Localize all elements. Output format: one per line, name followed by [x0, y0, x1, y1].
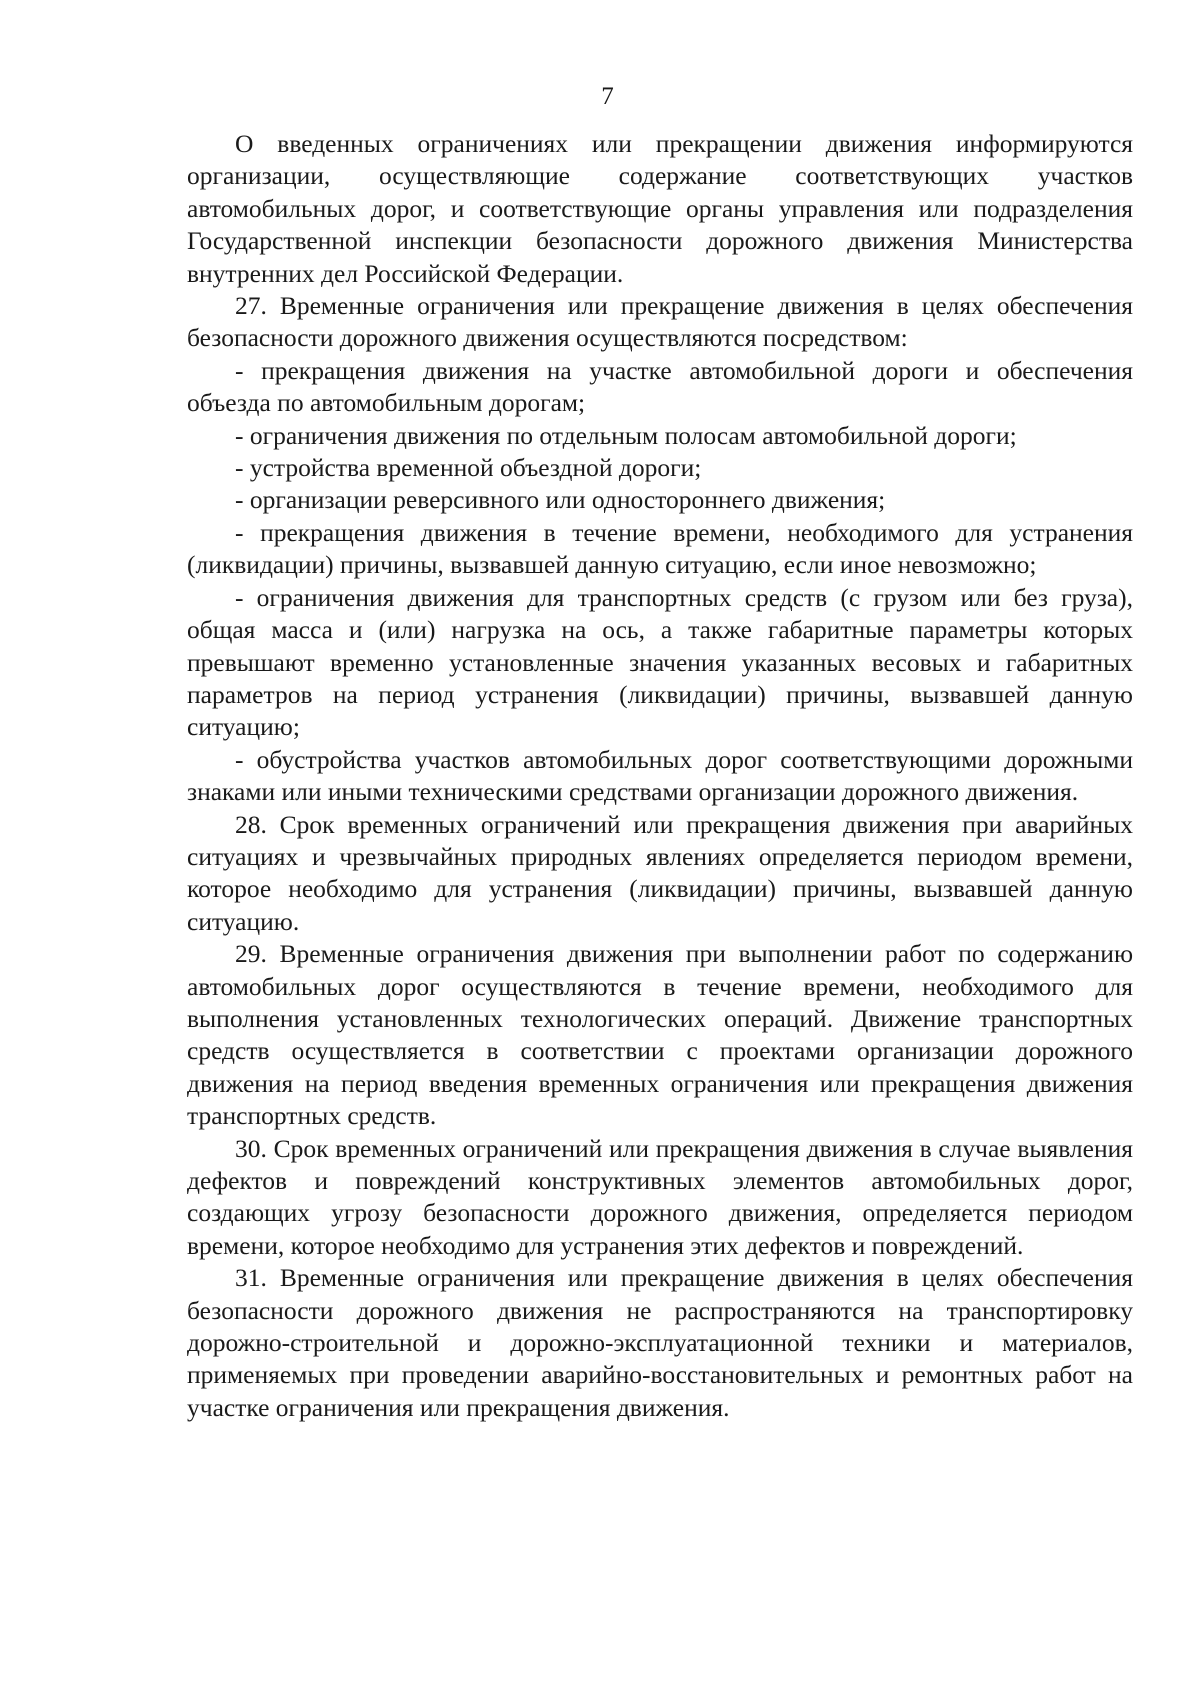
list-item: - прекращения движения на участке автомобильной дороги и обеспечения объезда по автомобильным дорогам;	[187, 355, 1133, 418]
document-body	[187, 128, 1133, 1424]
paragraph-notification: О введенных ограничениях или прекращении движения информируются организации, осуществляющие содержание соответствующих участков автомобильных дорог, и соответствующие органы управления или подразделения Государственной инспекции безопасности дорожного движения Министерства внутренних дел Российской Федерации.	[187, 129, 1133, 288]
list-item: - организации реверсивного или одностороннего движения;	[235, 485, 886, 515]
paragraph-27: 27. Временные ограничения или прекращение движения в целях обеспечения безопасности дорожного движения осуществляются посредством:	[187, 291, 1133, 353]
list-item: - ограничения движения по отдельным полосам автомобильной дороги;	[235, 420, 1017, 450]
paragraph-29: 29. Временные ограничения движения при выполнении работ по содержанию автомобильных дорог осуществляются в течение времени, необходимого для выполнения установленных технологических операций. Движение транспортных средств осуществляется в соответствии с проектами организации дорожного движения на период введения временных ограничения или прекращения движения транспортных средств.	[187, 939, 1133, 1131]
list-item: - обустройства участков автомобильных дорог соответствующими дорожными знаками или иными техническими средствами организации дорожного движения.	[187, 744, 1133, 807]
list-item: - ограничения движения для транспортных средств (с грузом или без груза), общая масса и (или) нагрузка на ось, а также габаритные параметры которых превышают временно установленные значения указанных весовых и габаритных параметров на период устранения (ликвидации) причины, вызвавшей данную ситуацию;	[187, 582, 1133, 742]
list-item: - устройства временной объездной дороги;	[235, 453, 702, 483]
list-item: - прекращения движения в течение времени, необходимого для устранения (ликвидации) причины, вызвавшей данную ситуацию, если иное невозможно;	[187, 517, 1133, 580]
paragraph-28: 28. Срок временных ограничений или прекращения движения при аварийных ситуациях и чрезвычайных природных явлениях определяется периодом времени, которое необходимо для устранения (ликвидации) причины, вызвавшей данную ситуацию.	[187, 809, 1133, 936]
page-number: 7	[601, 83, 614, 110]
paragraph-31: 31. Временные ограничения или прекращение движения в целях обеспечения безопасности дорожного движения не распространяются на транспортировку дорожно-строительной и дорожно-эксплуатационной техники и материалов, применяемых при проведении аварийно-восстановительных и ремонтных работ на участке ограничения или прекращения движения.	[187, 1263, 1133, 1422]
paragraph-30: 30. Срок временных ограничений или прекращения движения в случае выявления дефектов и повреждений конструктивных элементов автомобильных дорог, создающих угрозу безопасности дорожного движения, определяется периодом времени, которое необходимо для устранения этих дефектов и повреждений.	[187, 1133, 1133, 1260]
